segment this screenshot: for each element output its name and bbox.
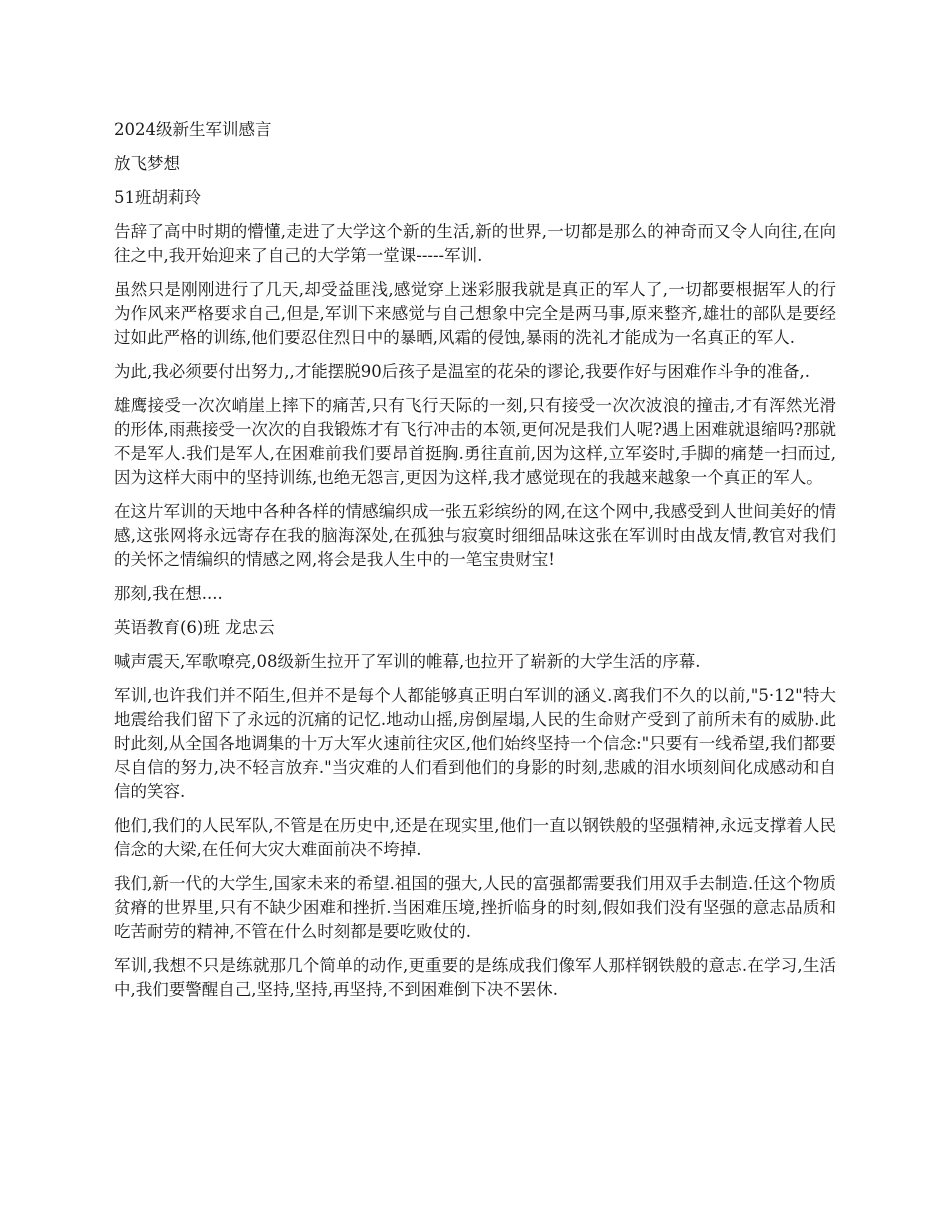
paragraph-4: 雄鹰接受一次次峭崖上摔下的痛苦,只有飞行天际的一刻,只有接受一次次波浪的撞击,才有浑然光滑的形体,雨燕接受一次次的自我锻炼才有飞行冲击的本领,更何况是我们人呢?遇上困难就退缩吗?那就不是军人.我们是军人,在困难前我们要昂首挺胸.勇往直前,因为这样,立军姿时,手脚的痛楚一扫而过,因为这样大雨中的坚持训练,也绝无怨言,更因为这样,我才感觉现在的我越来越象一个真正的军人。 (114, 396, 836, 487)
document-subtitle: 放飞梦想 (114, 154, 180, 173)
document-title: 2024级新生军训感言 (114, 120, 272, 139)
paragraph-8: 军训,也许我们并不陌生,但并不是每个人都能够真正明白军训的涵义.离我们不久的以前,"5·12"特大地震给我们留下了永远的沉痛的记忆.地动山摇,房倒屋塌,人民的生命财产受到了前所未有的威胁.此时此刻,从全国各地调集的十万大军火速前往灾区,他们始终坚持一个信念:"只要有一线希望,我们都要尽自信的努力,决不轻言放弃."当灾难的人们看到他们的身影的时刻,悲戚的泪水顷刻间化成感动和自信的笑容. (114, 686, 836, 801)
paragraph-3: 为此,我必须要付出努力,,才能摆脱90后孩子是温室的花朵的谬论,我要作好与困难作斗争的准备,. (114, 362, 810, 381)
author-line-2: 英语教育(6)班 龙忠云 (114, 618, 275, 637)
paragraph-11: 军训,我想不只是练就那几个简单的动作,更重要的是练成我们像军人那样钢铁般的意志.在学习,生活中,我们要警醒自己,坚持,坚持,再坚持,不到困难倒下决不罢休. (114, 956, 836, 999)
paragraph-10: 我们,新一代的大学生,国家未来的希望.祖国的强大,人民的富强都需要我们用双手去制造.任这个物质贫瘠的世界里,只有不缺少困难和挫折.当困难压境,挫折临身的时刻,假如我们没有坚强的意志品质和吃苦耐劳的精神,不管在什么时刻都是要吃败仗的. (114, 874, 836, 941)
paragraph-7: 喊声震天,军歌嘹亮,08级新生拉开了军训的帷幕,也拉开了崭新的大学生活的序幕. (114, 652, 701, 671)
author-line-1: 51班胡莉玲 (114, 188, 201, 207)
document-body (114, 118, 836, 1012)
paragraph-1: 告辞了高中时期的懵懂,走进了大学这个新的生活,新的世界,一切都是那么的神奇而又令人向往,在向往之中,我开始迎来了自己的大学第一堂课-----军训. (114, 222, 836, 265)
paragraph-5: 在这片军训的天地中各种各样的情感编织成一张五彩缤纷的网,在这个网中,我感受到人世间美好的情感,这张网将永远寄存在我的脑海深处,在孤独与寂寞时细细品味这张在军训时由战友情,教官对我们的关怀之情编织的情感之网,将会是我人生中的一笔宝贵财宝! (114, 502, 836, 569)
paragraph-9: 他们,我们的人民军队,不管是在历史中,还是在现实里,他们一直以钢铁般的坚强精神,永远支撑着人民信念的大梁,在任何大灾大难面前决不垮掉. (114, 816, 836, 859)
paragraph-6: 那刻,我在想.... (114, 584, 223, 603)
paragraph-2: 虽然只是刚刚进行了几天,却受益匪浅,感觉穿上迷彩服我就是真正的军人了,一切都要根据军人的行为作风来严格要求自己,但是,军训下来感觉与自己想象中完全是两马事,原来整齐,雄壮的部队是要经过如此严格的训练,他们要忍住烈日中的暴晒,风霜的侵蚀,暴雨的洗礼才能成为一名真正的军人. (114, 280, 836, 347)
